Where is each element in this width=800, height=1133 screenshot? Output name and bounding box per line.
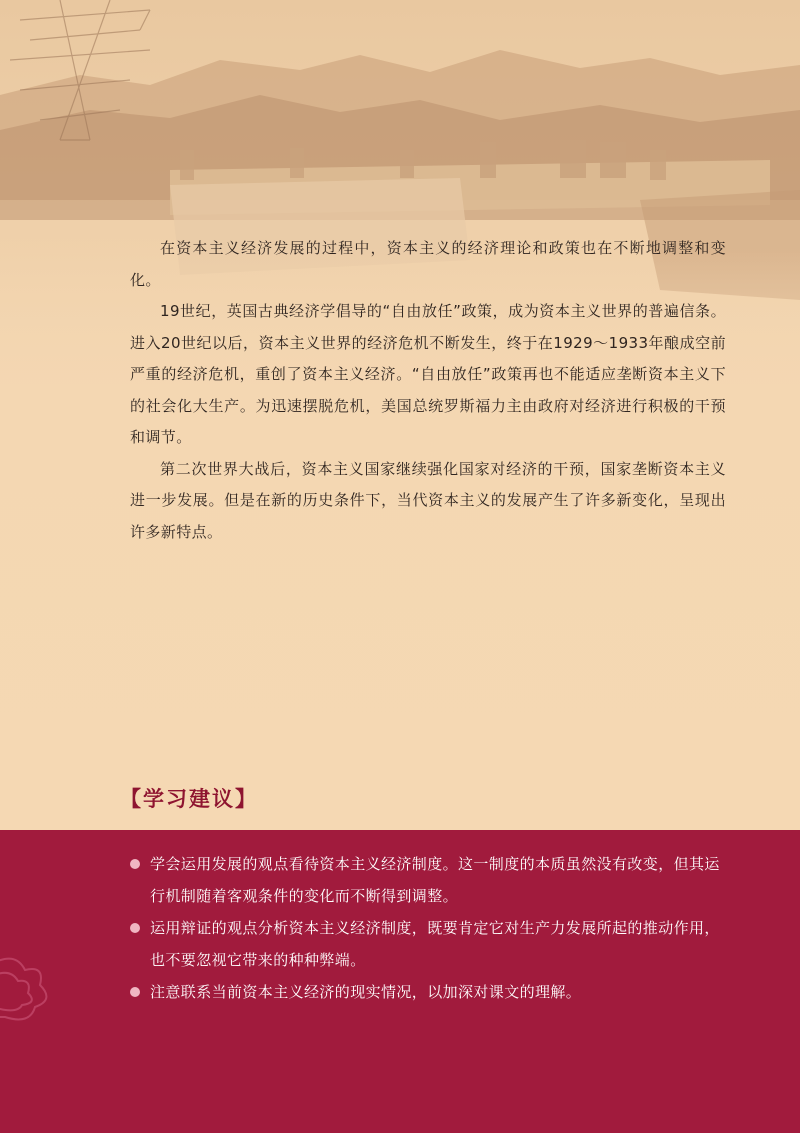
bullet-icon bbox=[130, 987, 140, 997]
intro-paragraph: 19世纪，英国古典经济学倡导的“自由放任”政策，成为资本主义世界的普遍信条。进入20世纪以后，资本主义世界的经济危机不断发生，终于在1929～1933年酿成空前严重的经济危机，重创了资本主义经济。“自由放任”政策再也不能适应垄断资本主义下的社会化大生产。为迅速摆脱危机，美国总统罗斯福力主由政府对经济进行积极的干预和调节。 bbox=[130, 302, 726, 446]
bullet-icon bbox=[130, 923, 140, 933]
study-suggestions-title: 【学习建议】 bbox=[120, 786, 258, 811]
study-suggestions-band bbox=[0, 830, 800, 1133]
list-item-text: 学会运用发展的观点看待资本主义经济制度。这一制度的本质虽然没有改变，但其运行机制随着客观条件的变化而不断得到调整。 bbox=[150, 855, 720, 905]
intro-paragraph: 第二次世界大战后，资本主义国家继续强化国家对经济的干预，国家垄断资本主义进一步发展。但是在新的历史条件下，当代资本主义的发展产生了许多新变化，呈现出许多新特点。 bbox=[130, 459, 726, 541]
cloud-ornament-icon bbox=[0, 945, 60, 1035]
study-suggestions-list bbox=[130, 848, 730, 1008]
bullet-icon bbox=[130, 859, 140, 869]
list-item-text: 运用辩证的观点分析资本主义经济制度，既要肯定它对生产力发展所起的推动作用，也不要忽视它带来的种种弊端。 bbox=[150, 919, 720, 969]
intro-text bbox=[130, 233, 726, 548]
list-item bbox=[130, 912, 730, 976]
intro-paragraph: 在资本主义经济发展的过程中，资本主义的经济理论和政策也在不断地调整和变化。 bbox=[130, 239, 726, 289]
list-item-text: 注意联系当前资本主义经济的现实情况，以加深对课文的理解。 bbox=[150, 983, 582, 1001]
list-item bbox=[130, 848, 730, 912]
list-item bbox=[130, 976, 730, 1008]
